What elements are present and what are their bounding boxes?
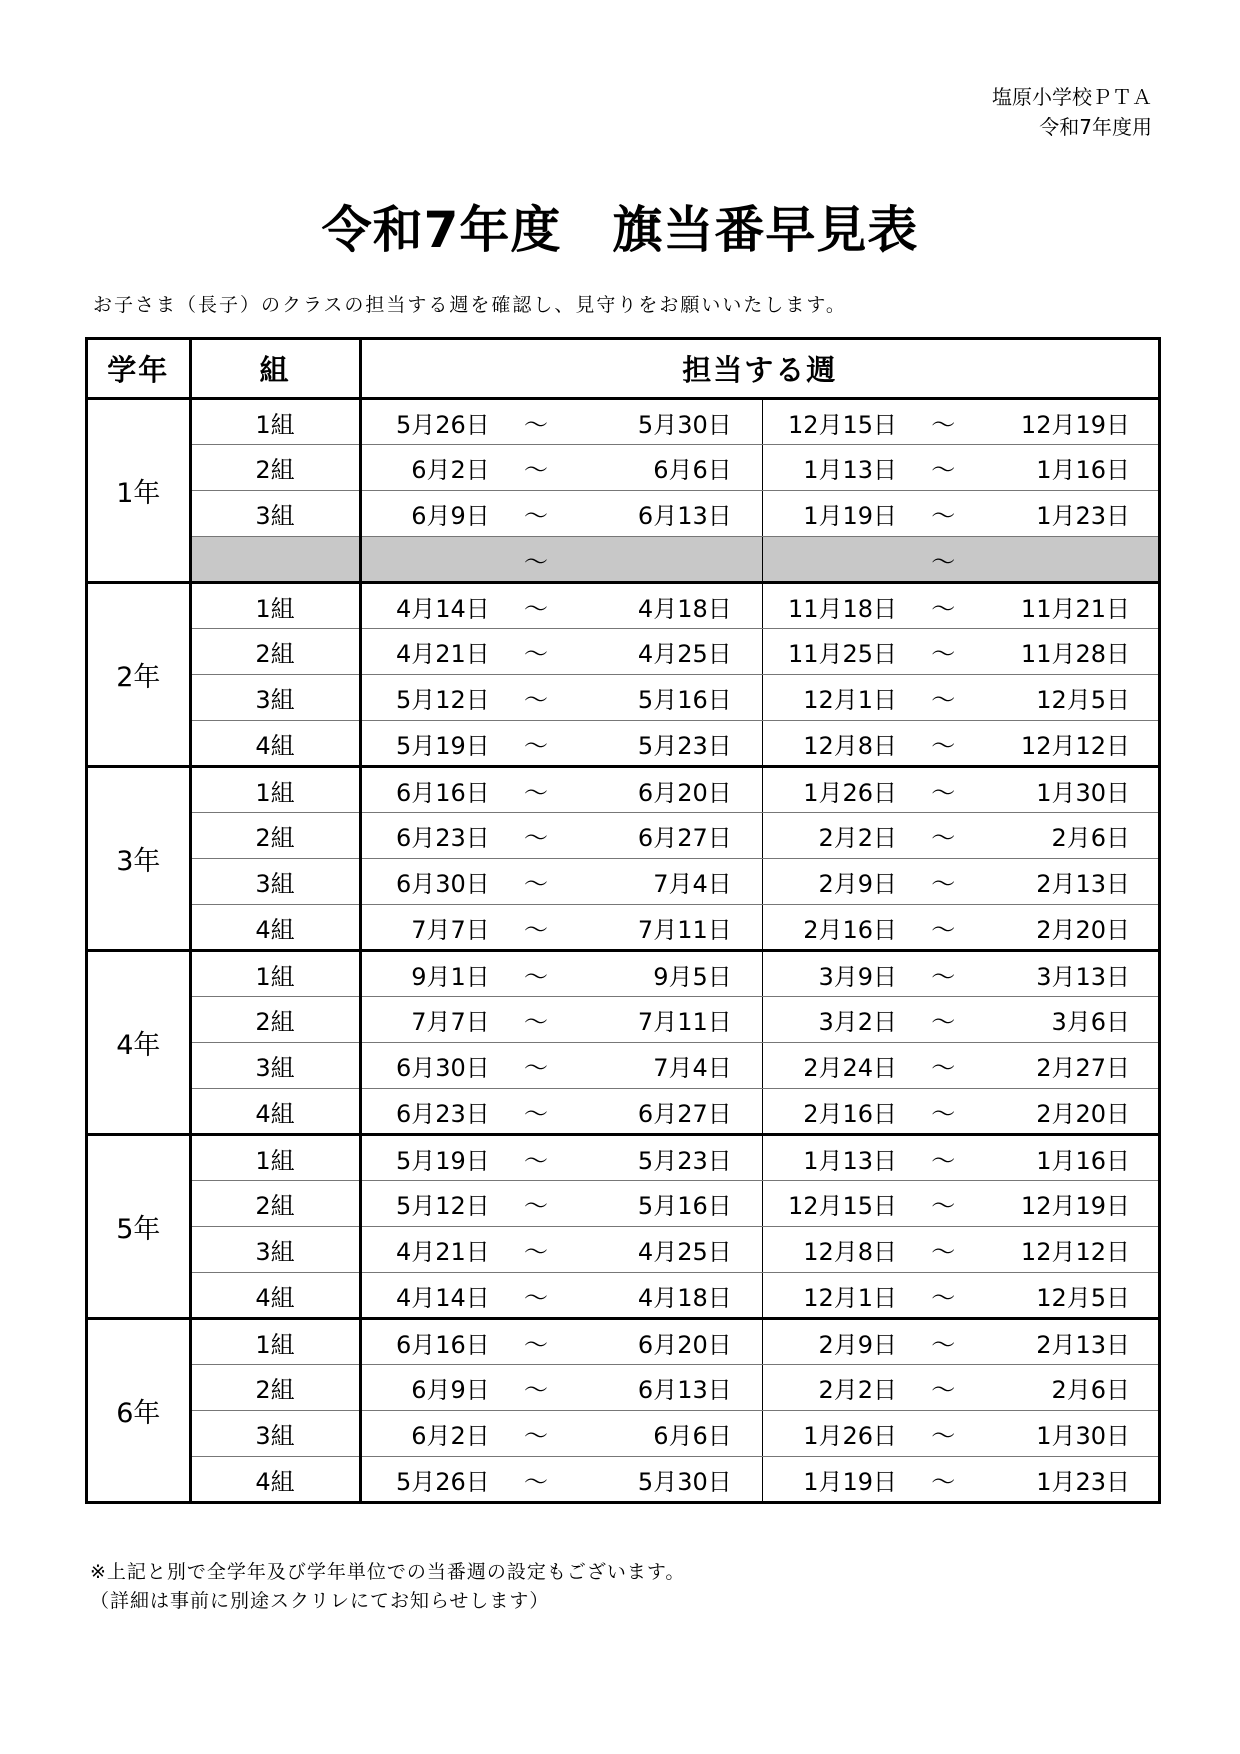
week1-start: 6月30日 bbox=[360, 1043, 496, 1089]
week2-tilde: ～ bbox=[903, 1135, 983, 1181]
week1-end: 4月18日 bbox=[576, 1273, 762, 1319]
week1-tilde: ～ bbox=[496, 583, 576, 629]
week2-end: 12月19日 bbox=[983, 399, 1159, 445]
week2-tilde: ～ bbox=[903, 1181, 983, 1227]
week1-tilde: ～ bbox=[496, 675, 576, 721]
grade-cell: 1年 bbox=[87, 399, 191, 583]
week1-end: 6月13日 bbox=[576, 491, 762, 537]
week1-tilde: ～ bbox=[496, 905, 576, 951]
table-row bbox=[87, 859, 1160, 905]
week1-end: 6月13日 bbox=[576, 1365, 762, 1411]
week2-start: 2月2日 bbox=[762, 1365, 903, 1411]
week2-end: 12月5日 bbox=[983, 675, 1159, 721]
class-cell: 4組 bbox=[190, 1273, 360, 1319]
week1-end: 5月16日 bbox=[576, 675, 762, 721]
org-name: 塩原小学校ＰＴＡ bbox=[992, 85, 1152, 109]
week1-tilde: ～ bbox=[496, 1181, 576, 1227]
week2-tilde: ～ bbox=[903, 1319, 983, 1365]
week1-tilde: ～ bbox=[496, 859, 576, 905]
week2-start: 11月25日 bbox=[762, 629, 903, 675]
table-row bbox=[87, 583, 1160, 629]
week1-end: 5月23日 bbox=[576, 721, 762, 767]
week2-end bbox=[983, 537, 1159, 583]
week2-end: 3月6日 bbox=[983, 997, 1159, 1043]
week2-end: 1月16日 bbox=[983, 445, 1159, 491]
week1-start: 6月23日 bbox=[360, 1089, 496, 1135]
week2-start: 2月16日 bbox=[762, 905, 903, 951]
week2-start: 12月8日 bbox=[762, 721, 903, 767]
week1-tilde: ～ bbox=[496, 721, 576, 767]
table-row bbox=[87, 491, 1160, 537]
week1-end: 6月6日 bbox=[576, 445, 762, 491]
week2-start: 12月15日 bbox=[762, 399, 903, 445]
week2-end: 11月28日 bbox=[983, 629, 1159, 675]
week2-end: 12月19日 bbox=[983, 1181, 1159, 1227]
week1-tilde: ～ bbox=[496, 445, 576, 491]
table-row bbox=[87, 1135, 1160, 1181]
week2-end: 11月21日 bbox=[983, 583, 1159, 629]
table-row bbox=[87, 1043, 1160, 1089]
week2-end: 12月12日 bbox=[983, 1227, 1159, 1273]
grade-cell: 6年 bbox=[87, 1319, 191, 1503]
week1-tilde: ～ bbox=[496, 399, 576, 445]
week1-end: 7月11日 bbox=[576, 997, 762, 1043]
week1-end: 7月11日 bbox=[576, 905, 762, 951]
class-cell: 2組 bbox=[190, 1365, 360, 1411]
class-cell: 1組 bbox=[190, 767, 360, 813]
table-row bbox=[87, 721, 1160, 767]
week1-start: 4月14日 bbox=[360, 583, 496, 629]
week2-end: 1月16日 bbox=[983, 1135, 1159, 1181]
table-row bbox=[87, 905, 1160, 951]
week1-end: 5月16日 bbox=[576, 1181, 762, 1227]
week1-end: 6月20日 bbox=[576, 1319, 762, 1365]
week2-start: 12月1日 bbox=[762, 675, 903, 721]
week1-tilde: ～ bbox=[496, 1043, 576, 1089]
week2-end: 2月13日 bbox=[983, 859, 1159, 905]
week1-start: 5月19日 bbox=[360, 1135, 496, 1181]
intro-text: お子さま（長子）のクラスの担当する週を確認し、見守りをお願いいたします。 bbox=[93, 294, 847, 316]
week1-tilde: ～ bbox=[496, 491, 576, 537]
week1-start: 5月26日 bbox=[360, 399, 496, 445]
week1-tilde: ～ bbox=[496, 1273, 576, 1319]
week2-tilde: ～ bbox=[903, 721, 983, 767]
table-row bbox=[87, 813, 1160, 859]
week1-tilde: ～ bbox=[496, 813, 576, 859]
class-cell: 2組 bbox=[190, 813, 360, 859]
table-row bbox=[87, 675, 1160, 721]
table-row bbox=[87, 1181, 1160, 1227]
week2-start: 12月15日 bbox=[762, 1181, 903, 1227]
class-cell: 1組 bbox=[190, 399, 360, 445]
week1-end: 4月25日 bbox=[576, 629, 762, 675]
week2-end: 2月13日 bbox=[983, 1319, 1159, 1365]
week1-start: 6月23日 bbox=[360, 813, 496, 859]
table-row bbox=[87, 1457, 1160, 1503]
week2-tilde: ～ bbox=[903, 1411, 983, 1457]
week2-tilde: ～ bbox=[903, 399, 983, 445]
week1-start: 5月26日 bbox=[360, 1457, 496, 1503]
week2-end: 1月23日 bbox=[983, 491, 1159, 537]
week2-tilde: ～ bbox=[903, 1273, 983, 1319]
week2-start bbox=[762, 537, 903, 583]
class-cell: 1組 bbox=[190, 583, 360, 629]
week1-start: 6月16日 bbox=[360, 767, 496, 813]
week1-end: 6月27日 bbox=[576, 1089, 762, 1135]
week1-tilde: ～ bbox=[496, 951, 576, 997]
class-cell: 1組 bbox=[190, 1135, 360, 1181]
class-cell: 3組 bbox=[190, 491, 360, 537]
week2-tilde: ～ bbox=[903, 905, 983, 951]
grade-cell: 2年 bbox=[87, 583, 191, 767]
week1-tilde: ～ bbox=[496, 767, 576, 813]
table-row bbox=[87, 1273, 1160, 1319]
week2-start: 1月19日 bbox=[762, 1457, 903, 1503]
class-cell: 3組 bbox=[190, 1227, 360, 1273]
week1-tilde: ～ bbox=[496, 1411, 576, 1457]
week1-end: 5月30日 bbox=[576, 399, 762, 445]
week1-start: 7月7日 bbox=[360, 905, 496, 951]
week2-end: 12月5日 bbox=[983, 1273, 1159, 1319]
week2-tilde: ～ bbox=[903, 583, 983, 629]
week2-tilde: ～ bbox=[903, 859, 983, 905]
week1-end: 7月4日 bbox=[576, 1043, 762, 1089]
week2-start: 2月9日 bbox=[762, 859, 903, 905]
week2-tilde: ～ bbox=[903, 1089, 983, 1135]
week1-start: 4月21日 bbox=[360, 629, 496, 675]
week1-start: 6月2日 bbox=[360, 445, 496, 491]
table-row bbox=[87, 1227, 1160, 1273]
table-row bbox=[87, 445, 1160, 491]
week1-start: 5月12日 bbox=[360, 675, 496, 721]
class-cell: 3組 bbox=[190, 859, 360, 905]
table-row bbox=[87, 537, 1160, 583]
footer-note-2: （詳細は事前に別途スクリレにてお知らせします） bbox=[90, 1590, 550, 1612]
week2-start: 1月19日 bbox=[762, 491, 903, 537]
week1-tilde: ～ bbox=[496, 1457, 576, 1503]
week1-start bbox=[360, 537, 496, 583]
week2-start: 1月13日 bbox=[762, 445, 903, 491]
week2-start: 12月8日 bbox=[762, 1227, 903, 1273]
table-row bbox=[87, 1319, 1160, 1365]
week1-tilde: ～ bbox=[496, 1089, 576, 1135]
class-cell: 4組 bbox=[190, 905, 360, 951]
week2-tilde: ～ bbox=[903, 1227, 983, 1273]
week1-end: 6月20日 bbox=[576, 767, 762, 813]
grade-cell: 4年 bbox=[87, 951, 191, 1135]
week2-tilde: ～ bbox=[903, 951, 983, 997]
week2-start: 2月16日 bbox=[762, 1089, 903, 1135]
header-class: 組 bbox=[190, 339, 360, 399]
week1-start: 6月9日 bbox=[360, 491, 496, 537]
week2-end: 2月27日 bbox=[983, 1043, 1159, 1089]
week1-tilde: ～ bbox=[496, 1319, 576, 1365]
week1-tilde: ～ bbox=[496, 1365, 576, 1411]
week2-end: 2月20日 bbox=[983, 1089, 1159, 1135]
week1-start: 5月19日 bbox=[360, 721, 496, 767]
week1-start: 6月30日 bbox=[360, 859, 496, 905]
week1-end: 9月5日 bbox=[576, 951, 762, 997]
week2-tilde: ～ bbox=[903, 997, 983, 1043]
schedule-body bbox=[87, 399, 1160, 1503]
footer-notes bbox=[90, 1558, 685, 1616]
week2-start: 3月9日 bbox=[762, 951, 903, 997]
class-cell: 4組 bbox=[190, 1089, 360, 1135]
week1-start: 6月9日 bbox=[360, 1365, 496, 1411]
header-org-block bbox=[992, 82, 1152, 142]
week2-start: 3月2日 bbox=[762, 997, 903, 1043]
class-cell: 2組 bbox=[190, 445, 360, 491]
table-row bbox=[87, 767, 1160, 813]
week2-end: 2月6日 bbox=[983, 813, 1159, 859]
week2-tilde: ～ bbox=[903, 1043, 983, 1089]
class-cell bbox=[190, 537, 360, 583]
class-cell: 2組 bbox=[190, 629, 360, 675]
week2-tilde: ～ bbox=[903, 767, 983, 813]
week2-end: 1月30日 bbox=[983, 1411, 1159, 1457]
week2-tilde: ～ bbox=[903, 491, 983, 537]
week1-end: 6月6日 bbox=[576, 1411, 762, 1457]
table-row bbox=[87, 951, 1160, 997]
week2-tilde: ～ bbox=[903, 813, 983, 859]
header-week: 担当する週 bbox=[360, 339, 1159, 399]
class-cell: 3組 bbox=[190, 1043, 360, 1089]
week2-tilde: ～ bbox=[903, 445, 983, 491]
week1-end: 5月23日 bbox=[576, 1135, 762, 1181]
week1-end: 5月30日 bbox=[576, 1457, 762, 1503]
year-label: 令和7年度用 bbox=[1039, 115, 1152, 139]
week2-end: 12月12日 bbox=[983, 721, 1159, 767]
week1-end: 6月27日 bbox=[576, 813, 762, 859]
class-cell: 4組 bbox=[190, 721, 360, 767]
week2-start: 1月13日 bbox=[762, 1135, 903, 1181]
week1-tilde: ～ bbox=[496, 537, 576, 583]
week1-end: 4月18日 bbox=[576, 583, 762, 629]
week2-start: 1月26日 bbox=[762, 1411, 903, 1457]
week1-end: 4月25日 bbox=[576, 1227, 762, 1273]
week1-start: 6月2日 bbox=[360, 1411, 496, 1457]
week2-tilde: ～ bbox=[903, 1365, 983, 1411]
table-row bbox=[87, 629, 1160, 675]
class-cell: 4組 bbox=[190, 1457, 360, 1503]
week1-start: 4月21日 bbox=[360, 1227, 496, 1273]
week2-tilde: ～ bbox=[903, 629, 983, 675]
week1-end: 7月4日 bbox=[576, 859, 762, 905]
table-row bbox=[87, 1411, 1160, 1457]
week2-end: 1月30日 bbox=[983, 767, 1159, 813]
week1-start: 9月1日 bbox=[360, 951, 496, 997]
week2-end: 3月13日 bbox=[983, 951, 1159, 997]
week2-end: 2月6日 bbox=[983, 1365, 1159, 1411]
table-header-row bbox=[87, 339, 1160, 399]
class-cell: 3組 bbox=[190, 1411, 360, 1457]
week2-tilde: ～ bbox=[903, 675, 983, 721]
week1-tilde: ～ bbox=[496, 1135, 576, 1181]
week1-start: 7月7日 bbox=[360, 997, 496, 1043]
week2-end: 2月20日 bbox=[983, 905, 1159, 951]
schedule-table bbox=[85, 337, 1161, 1504]
week1-end bbox=[576, 537, 762, 583]
class-cell: 3組 bbox=[190, 675, 360, 721]
week2-end: 1月23日 bbox=[983, 1457, 1159, 1503]
header-grade: 学年 bbox=[87, 339, 191, 399]
class-cell: 2組 bbox=[190, 997, 360, 1043]
week2-tilde: ～ bbox=[903, 1457, 983, 1503]
week1-tilde: ～ bbox=[496, 1227, 576, 1273]
week2-tilde: ～ bbox=[903, 537, 983, 583]
page-title: 令和7年度 旗当番早見表 bbox=[321, 201, 919, 259]
week1-tilde: ～ bbox=[496, 997, 576, 1043]
week1-tilde: ～ bbox=[496, 629, 576, 675]
week1-start: 6月16日 bbox=[360, 1319, 496, 1365]
table-row bbox=[87, 997, 1160, 1043]
week2-start: 12月1日 bbox=[762, 1273, 903, 1319]
week1-start: 5月12日 bbox=[360, 1181, 496, 1227]
week2-start: 11月18日 bbox=[762, 583, 903, 629]
week2-start: 2月9日 bbox=[762, 1319, 903, 1365]
class-cell: 2組 bbox=[190, 1181, 360, 1227]
week1-start: 4月14日 bbox=[360, 1273, 496, 1319]
table-row bbox=[87, 1365, 1160, 1411]
grade-cell: 3年 bbox=[87, 767, 191, 951]
table-row bbox=[87, 1089, 1160, 1135]
week2-start: 1月26日 bbox=[762, 767, 903, 813]
table-row bbox=[87, 399, 1160, 445]
footer-note-1: ※上記と別で全学年及び学年単位での当番週の設定もございます。 bbox=[90, 1561, 686, 1583]
class-cell: 1組 bbox=[190, 951, 360, 997]
class-cell: 1組 bbox=[190, 1319, 360, 1365]
week2-start: 2月24日 bbox=[762, 1043, 903, 1089]
week2-start: 2月2日 bbox=[762, 813, 903, 859]
grade-cell: 5年 bbox=[87, 1135, 191, 1319]
